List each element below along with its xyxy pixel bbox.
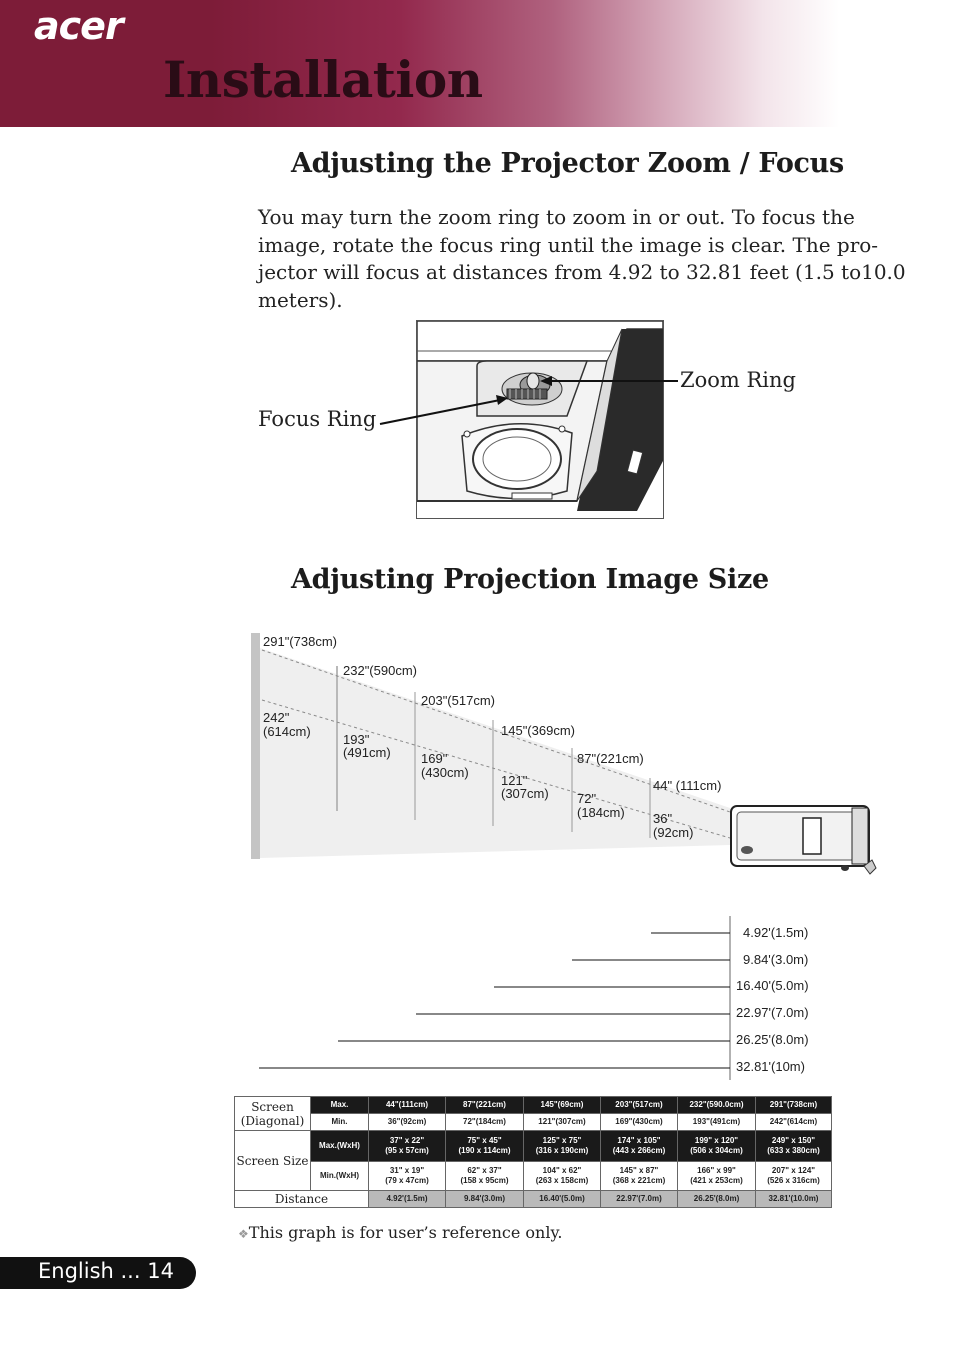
cell-line: (158 x 95cm): [460, 1176, 509, 1185]
max-size-label: 291"(738cm): [263, 634, 337, 649]
cell-line: (443 x 266cm): [612, 1146, 666, 1155]
cell-line: (79 x 47cm): [385, 1176, 429, 1185]
reference-note: [238, 1223, 562, 1242]
paragraph-line: meters).: [258, 287, 343, 312]
table-cell: 4.92'(1.5m): [369, 1191, 446, 1208]
cell-line: 104" x 62": [542, 1166, 582, 1175]
cell-line: (633 x 380cm): [767, 1146, 820, 1155]
table-row-distance: [235, 1191, 832, 1208]
min-size-label: 72": [577, 791, 597, 806]
paragraph-line: image, rotate the focus ring until the image is clear. The pro-: [258, 232, 879, 257]
cell-line: 174" x 105": [617, 1136, 661, 1145]
cell-line: (506 x 304cm): [690, 1146, 743, 1155]
table-cell: [369, 1131, 446, 1162]
table-cell: [756, 1131, 832, 1162]
cell-line: (368 x 221cm): [612, 1176, 666, 1185]
note-text: This graph is for user’s reference only.: [248, 1223, 563, 1242]
image-size-heading: Adjusting Projection Image Size: [291, 564, 769, 595]
zoom-focus-heading: Adjusting the Projector Zoom / Focus: [291, 148, 844, 179]
paragraph-line: You may turn the zoom ring to zoom in or out. To focus the: [258, 205, 855, 229]
table-cell: 87"(221cm): [446, 1097, 524, 1114]
row-label: Max.: [311, 1097, 369, 1114]
table-cell: [369, 1162, 446, 1191]
table-cell: 121"(307cm): [524, 1114, 601, 1131]
distance-label: 4.92'(1.5m): [743, 925, 809, 940]
distance-label: 9.84'(3.0m): [743, 952, 809, 967]
table-cell: [524, 1162, 601, 1191]
table-cell: 291"(738cm): [756, 1097, 832, 1114]
cell-line: (526 x 316cm): [767, 1176, 820, 1185]
callout-lines: [0, 0, 954, 560]
min-size-label: (491cm): [343, 745, 391, 760]
screen-diagonal-label: [235, 1097, 311, 1131]
table-cell: [756, 1162, 832, 1191]
table-cell: 16.40'(5.0m): [524, 1191, 601, 1208]
table-cell: 193"(491cm): [678, 1114, 756, 1131]
table-cell: [446, 1131, 524, 1162]
acer-logo: acer: [34, 4, 123, 48]
max-size-label: 203"(517cm): [421, 693, 495, 708]
distance-label: 26.25'(8.0m): [736, 1032, 809, 1047]
zoom-ring-label: Zoom Ring: [680, 368, 796, 392]
wall-screen: [251, 633, 260, 859]
table-cell: 145"(69cm): [524, 1097, 601, 1114]
diamond-bullet-icon: ❖: [238, 1227, 249, 1241]
min-size-label: 121": [501, 773, 528, 788]
cell-line: 75" x 45": [467, 1136, 502, 1145]
cell-line: 31" x 19": [389, 1166, 425, 1175]
table-cell: 242"(614cm): [756, 1114, 832, 1131]
cell-line: 199" x 120": [694, 1136, 739, 1145]
distance-label: 16.40'(5.0m): [736, 978, 809, 993]
min-size-label: (430cm): [421, 765, 469, 780]
table-cell: 32.81'(10.0m): [756, 1191, 832, 1208]
table-cell: 232"(590.0cm): [678, 1097, 756, 1114]
min-size-label: 169": [421, 751, 448, 766]
cell-line: (190 x 114cm): [458, 1146, 511, 1155]
cell-line: (421 x 253cm): [690, 1176, 743, 1185]
row-label: Min.: [311, 1114, 369, 1131]
cell-line: (263 x 158cm): [535, 1176, 589, 1185]
cell-line: 249" x 150": [771, 1136, 816, 1145]
diagonal-label: (Diagonal): [240, 1113, 305, 1128]
table-cell: 72"(184cm): [446, 1114, 524, 1131]
footer-page-number: English ... 14: [38, 1259, 174, 1283]
table-cell: 26.25'(8.0m): [678, 1191, 756, 1208]
distance-label: 22.97'(7.0m): [736, 1005, 809, 1020]
distance-label: Distance: [235, 1191, 369, 1208]
table-cell: 36"(92cm): [369, 1114, 446, 1131]
table-row-max-wxh: [235, 1131, 832, 1162]
table-cell: 9.84'(3.0m): [446, 1191, 524, 1208]
min-size-label: (184cm): [577, 805, 625, 820]
table-cell: [446, 1162, 524, 1191]
table-cell: 169"(430cm): [601, 1114, 678, 1131]
distance-diagram: [240, 915, 840, 1085]
table-cell: 22.97'(7.0m): [601, 1191, 678, 1208]
cell-line: (316 x 190cm): [535, 1146, 589, 1155]
max-size-label: 44" (111cm): [653, 778, 722, 793]
row-label: Max.(WxH): [311, 1131, 369, 1162]
cell-line: 166" x 99": [697, 1166, 736, 1175]
cell-line: 37" x 22": [389, 1136, 425, 1145]
min-size-label: (92cm): [653, 825, 694, 840]
row-label: Min.(WxH): [311, 1162, 369, 1191]
table-cell: 44"(111cm): [369, 1097, 446, 1114]
table-cell: [601, 1131, 678, 1162]
cell-line: 207" x 124": [771, 1166, 816, 1175]
cell-line: 125" x 75": [542, 1136, 582, 1145]
table-row-max: [235, 1097, 832, 1114]
table-row-min: [235, 1114, 832, 1131]
paragraph-line: jector will focus at distances from 4.92 to 32.81 feet (1.5 to10.0: [258, 260, 906, 284]
projection-spec-table: [234, 1096, 832, 1208]
cell-line: 145" x 87": [619, 1166, 659, 1175]
min-size-label: 36": [653, 811, 673, 826]
page-title: Installation: [163, 50, 483, 109]
table-cell: 203"(517cm): [601, 1097, 678, 1114]
min-size-label: (307cm): [501, 786, 549, 801]
min-size-label: (614cm): [263, 724, 311, 739]
screen-label: Screen: [251, 1099, 294, 1114]
table-cell: [524, 1131, 601, 1162]
focus-ring-label: Focus Ring: [258, 407, 377, 431]
table-cell: [678, 1131, 756, 1162]
max-size-label: 87"(221cm): [577, 751, 644, 766]
table-cell: [601, 1162, 678, 1191]
distance-label: 32.81'(10m): [736, 1059, 805, 1074]
min-size-label: 193": [343, 732, 370, 747]
table-cell: [678, 1162, 756, 1191]
projector-icon: [731, 806, 876, 874]
cell-line: 62" x 37": [467, 1166, 502, 1175]
table-row-min-wxh: [235, 1162, 832, 1191]
max-size-label: 145"(369cm): [501, 723, 575, 738]
max-size-label: 232"(590cm): [343, 663, 417, 678]
cell-line: (95 x 57cm): [385, 1146, 429, 1155]
screen-size-label: Screen Size: [235, 1131, 311, 1191]
min-size-label: 242": [263, 710, 290, 725]
projection-diagram: [240, 620, 890, 885]
